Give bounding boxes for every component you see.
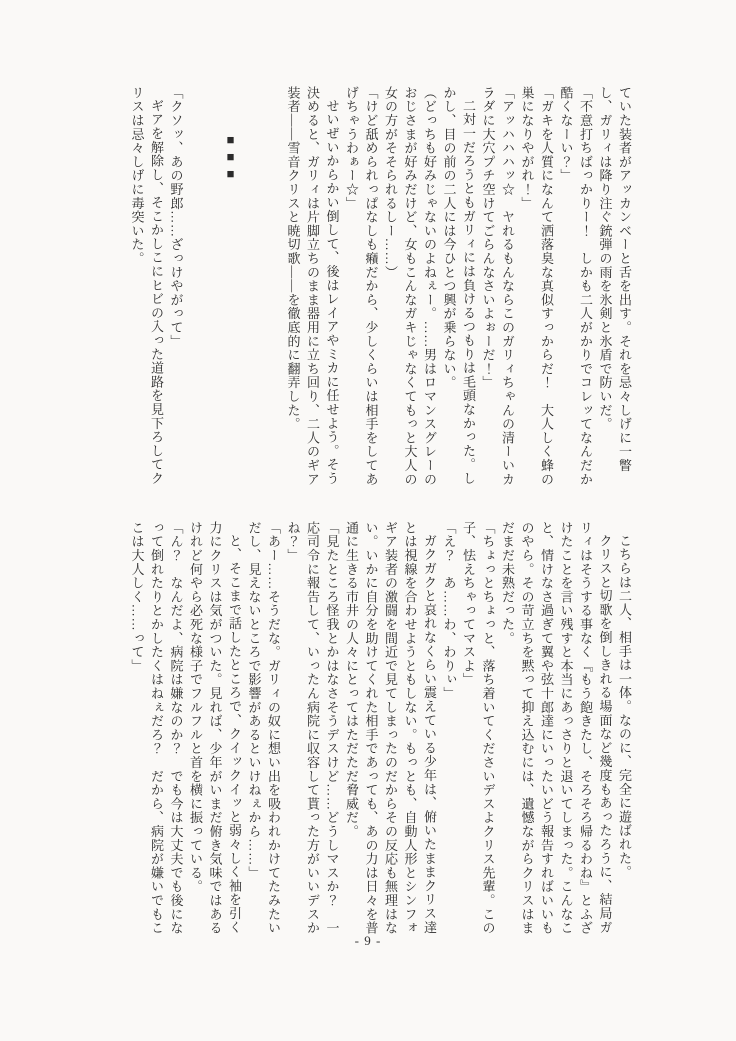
paragraph: 「見たところ怪我とかはなさそうデスけど……どうしマスか？ 一応司令に報告して、いったん病院に収容して貰った方がいいデスかね？」 bbox=[285, 521, 340, 935]
paragraph: 「クソッ、あの野郎……ざっけやがって」 bbox=[168, 86, 184, 349]
paragraph: ていた装者がアッカンベーと舌を出す。それを忌々しげに一瞥し、ガリィは降り注ぐ銃弾の雨を氷剣と氷盾で防いだ。 bbox=[597, 86, 632, 473]
paragraph: 「不意打ちばっかりー！ しかも二人がかりでコレッてなんだか酷くなーい？」 bbox=[558, 86, 593, 487]
page-number: - 9 - bbox=[354, 933, 382, 948]
paragraph: 「え？ あ……わ、わりぃ」 bbox=[441, 521, 457, 701]
section-divider-squares: ■■■ bbox=[223, 132, 238, 183]
upper-text-block bbox=[127, 86, 634, 499]
paragraph: 「アッハハハッ☆ ヤれるもんならこのガリィちゃんの清ーいカラダに大穴プチ空けてごらんなさいよぉーだ！」 bbox=[480, 86, 515, 487]
paragraph: ギアを解除し、そこかしこにヒビの入った道路を見下ろしてクリスは忌々しげに毒突いた。 bbox=[129, 86, 164, 486]
paragraph: と、そこまで話したところで、クイックイッと弱々しく袖を引く力にクリスは気がついた。見れば、少年がいまだ俯き気味ではあるけれど何やら必死な様子でフルフルと首を横に振っている。 bbox=[188, 521, 242, 935]
paragraph: （どっちも好みじゃないのよねぇー。……男はロマンスグレーのおじさまが好みだけど、女もこんなガキじゃなくてもっと大人の女の方がそそられるしー……） bbox=[383, 86, 437, 487]
paragraph: 「ガキを人質になんて洒落臭な真似すっからだ！ 大人しく蜂の巣になりやがれ！」 bbox=[519, 86, 554, 487]
paragraph: 「あー……そうだな。ガリィの奴に想い出を吸われかけてたみたいだし、見えないところで影響があるといけねぇから……」 bbox=[246, 521, 281, 935]
paragraph: せいぜいからかい倒して、後はレイアやミカに任せよう。そう決めると、ガリィは片脚立ちのまま器用に立ち回り、二人のギア装者——雪音クリスと暁切歌——を徹底的に翻弄した。 bbox=[285, 86, 340, 487]
paragraph: クリスと切歌を倒しきれる場面など幾度もあったろうに、結局ガリィはそうする事なく『もう飽きたし、そろそろ帰るわね』とふざけたことを言い残すと本当にあっさりと退いてしまった。こんなこと、情けなさ過ぎて翼や弦十郎達にいったいどう報告すればいいものやら。その苛立ちを黙って抑え込むには、遺憾ながらクリスはまだまだ未熟だった。 bbox=[500, 521, 613, 935]
paragraph: 「ちょっとちょっと、落ち着いてくださいデスよクリス先輩。この子、怯えちゃってマスよ」 bbox=[461, 521, 496, 935]
lower-text-block bbox=[127, 521, 634, 935]
paragraph: 「ん？ なんだよ、病院は嫌なのか？ でも今は大丈夫でも後になって倒れたりとかしたくはねぇだろ？ だから、病院が嫌いでもここは大人しく……って」 bbox=[129, 521, 184, 935]
paragraph: こちらは二人、相手は一体。なのに、完全に遊ばれた。 bbox=[617, 534, 632, 879]
paragraph: ガクガクと哀れなくらい震えている少年は、俯いたままクリス達とは視線を合わせようともしない。もっとも、自動人形とシンフォギア装者の激闘を間近で見てしまったのだからその反応も無理はない。いかに自分を助けてくれた相手であっても、あの力は日々を普通に生きる市井の人々にとってはただただ脅威だ。 bbox=[344, 521, 437, 935]
paragraph: 「けど舐められっぱなしも癪だから、少しくらいは相手をしてあげちゃうわぁー☆」 bbox=[344, 86, 379, 487]
paragraph: 二対一だろうともガリィには負けるつもりは毛頭なかった。しかし、目の前の二人には今ひとつ興が乗らない。 bbox=[441, 86, 476, 486]
